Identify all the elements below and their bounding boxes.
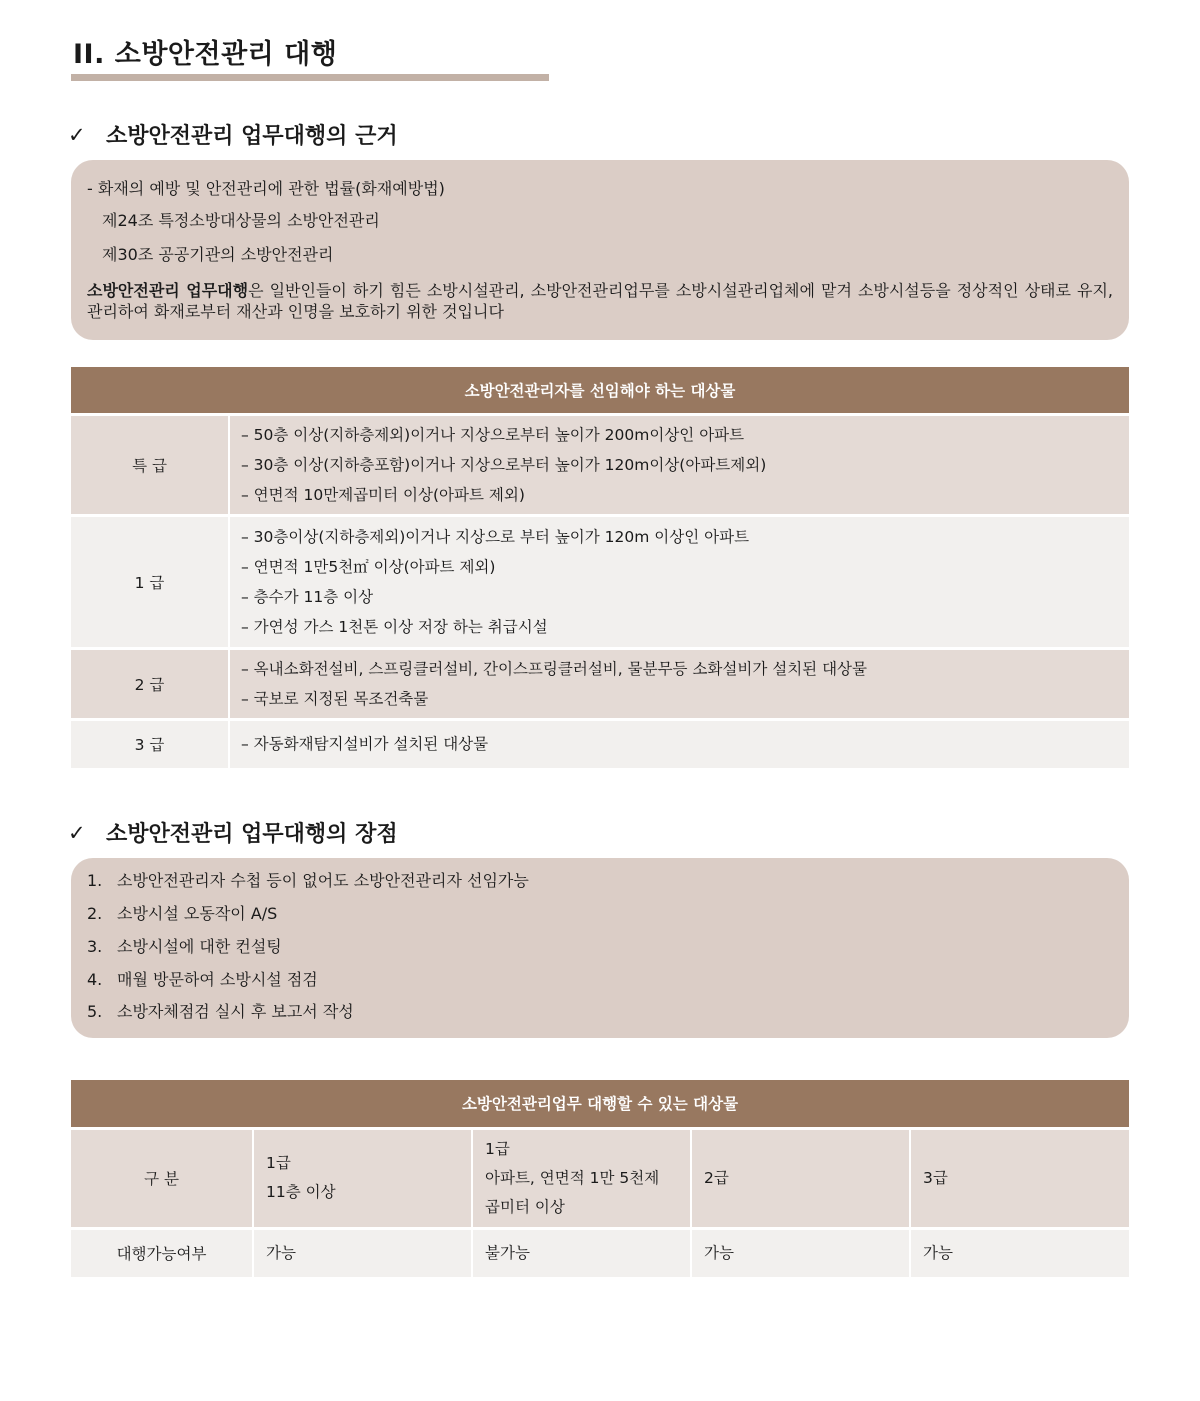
table-row [71, 515, 1129, 648]
list-item: – 50층 이상(지하층제외)이거나 지상으로부터 높이가 200m이상인 아파트 [241, 425, 745, 444]
table2-header: 소방안전관리업무 대행할 수 있는 대상물 [71, 1080, 1129, 1128]
value-cell: 가능 [253, 1228, 472, 1277]
grade-cell: 3 급 [71, 719, 229, 768]
table-row [71, 719, 1129, 768]
list-item [87, 972, 318, 988]
advantages-box [71, 858, 1129, 1038]
list-item [87, 1004, 354, 1020]
item-text: 소방안전관리자 수첩 등이 없어도 소방안전관리자 선임가능 [117, 871, 529, 890]
list-item: – 30층이상(지하층제외)이거나 지상으로 부터 높이가 120m 이상인 아파트 [241, 527, 750, 546]
advantages-heading [68, 817, 398, 848]
column-line: 아파트, 연면적 1만 5천제 [485, 1168, 660, 1187]
column-line: 11층 이상 [266, 1183, 336, 1201]
basis-definition [87, 280, 1113, 322]
value-cell: 불가능 [472, 1228, 691, 1277]
definition-text: 은 일반인들이 하기 힘든 소방시설관리, 소방안전관리업무를 소방시설관리업체에 맡겨 소방시설등을 정상적인 상태로 유지, 관리하여 화재로부터 재산과 인명을 보호하기 위한 것입니다 [87, 281, 1113, 321]
list-item: – 층수가 11층 이상 [241, 587, 374, 606]
column-cell [253, 1128, 472, 1228]
table-row [71, 1228, 1129, 1277]
item-number: 5. [87, 1002, 103, 1021]
basis-line: 제30조 공공기관의 소방안전관리 [102, 245, 334, 264]
column-cell [910, 1128, 1129, 1228]
column-line: 1급 [485, 1139, 510, 1158]
list-item: – 연면적 1만5천㎡ 이상(아파트 제외) [241, 557, 496, 576]
item-text: 소방자체점검 실시 후 보고서 작성 [117, 1002, 354, 1021]
item-number: 3. [87, 937, 103, 956]
column-label-cell: 구 분 [71, 1128, 253, 1228]
basis-line: 제24조 특정소방대상물의 소방안전관리 [102, 211, 380, 230]
list-item: – 30층 이상(지하층포함)이거나 지상으로부터 높이가 120m이상(아파트제외) [241, 455, 767, 474]
column-cell [691, 1128, 910, 1228]
items-cell [229, 414, 1129, 515]
basis-heading-text: 소방안전관리 업무대행의 근거 [106, 124, 398, 149]
checkmark-icon: ✓ [68, 122, 86, 147]
list-item: – 옥내소화전설비, 스프링클러설비, 간이스프링클러설비, 물분무등 소화설비가 설치된 대상물 [241, 659, 867, 678]
item-text: 소방시설에 대한 컨설팅 [117, 937, 282, 956]
list-item [87, 906, 277, 922]
list-item: – 연면적 10만제곱미터 이상(아파트 제외) [241, 485, 525, 504]
item-number: 1. [87, 871, 103, 890]
list-item: – 국보로 지정된 목조건축물 [241, 689, 429, 708]
checkmark-icon: ✓ [68, 820, 86, 845]
basis-heading [68, 119, 398, 150]
delegation-table [71, 1080, 1129, 1277]
grade-cell: 1 급 [71, 515, 229, 648]
items-cell [229, 719, 1129, 768]
list-item: – 가연성 가스 1천톤 이상 저장 하는 취급시설 [241, 617, 548, 636]
list-item: – 자동화재탐지설비가 설치된 대상물 [241, 735, 489, 754]
grade-cell: 특 급 [71, 414, 229, 515]
manager-target-table [71, 367, 1129, 768]
items-cell [229, 648, 1129, 719]
page-title: II. 소방안전관리 대행 [73, 39, 338, 70]
basis-line: - 화재의 예방 및 안전관리에 관한 법률(화재예방법) [87, 179, 445, 198]
item-number: 4. [87, 970, 103, 989]
column-line: 곱미터 이상 [485, 1197, 565, 1216]
title-underline [71, 74, 549, 81]
basis-box [71, 160, 1129, 340]
list-item [87, 873, 529, 889]
item-text: 매월 방문하여 소방시설 점검 [117, 970, 318, 989]
table-row [71, 648, 1129, 719]
definition-bold: 소방안전관리 업무대행 [87, 281, 249, 300]
column-line: 3급 [923, 1168, 948, 1187]
column-line: 1급 [266, 1154, 291, 1172]
list-item [87, 939, 282, 955]
value-cell: 가능 [691, 1228, 910, 1277]
items-cell [229, 515, 1129, 648]
advantages-heading-text: 소방안전관리 업무대행의 장점 [106, 822, 398, 847]
grade-cell: 2 급 [71, 648, 229, 719]
item-number: 2. [87, 904, 103, 923]
table-row [71, 1128, 1129, 1228]
item-text: 소방시설 오동작이 A/S [117, 904, 278, 923]
column-cell [472, 1128, 691, 1228]
value-cell: 가능 [910, 1228, 1129, 1277]
column-line: 2급 [704, 1168, 729, 1187]
table1-header: 소방안전관리자를 선임해야 하는 대상물 [71, 367, 1129, 414]
table-row [71, 414, 1129, 515]
row-label-cell: 대행가능여부 [71, 1228, 253, 1277]
